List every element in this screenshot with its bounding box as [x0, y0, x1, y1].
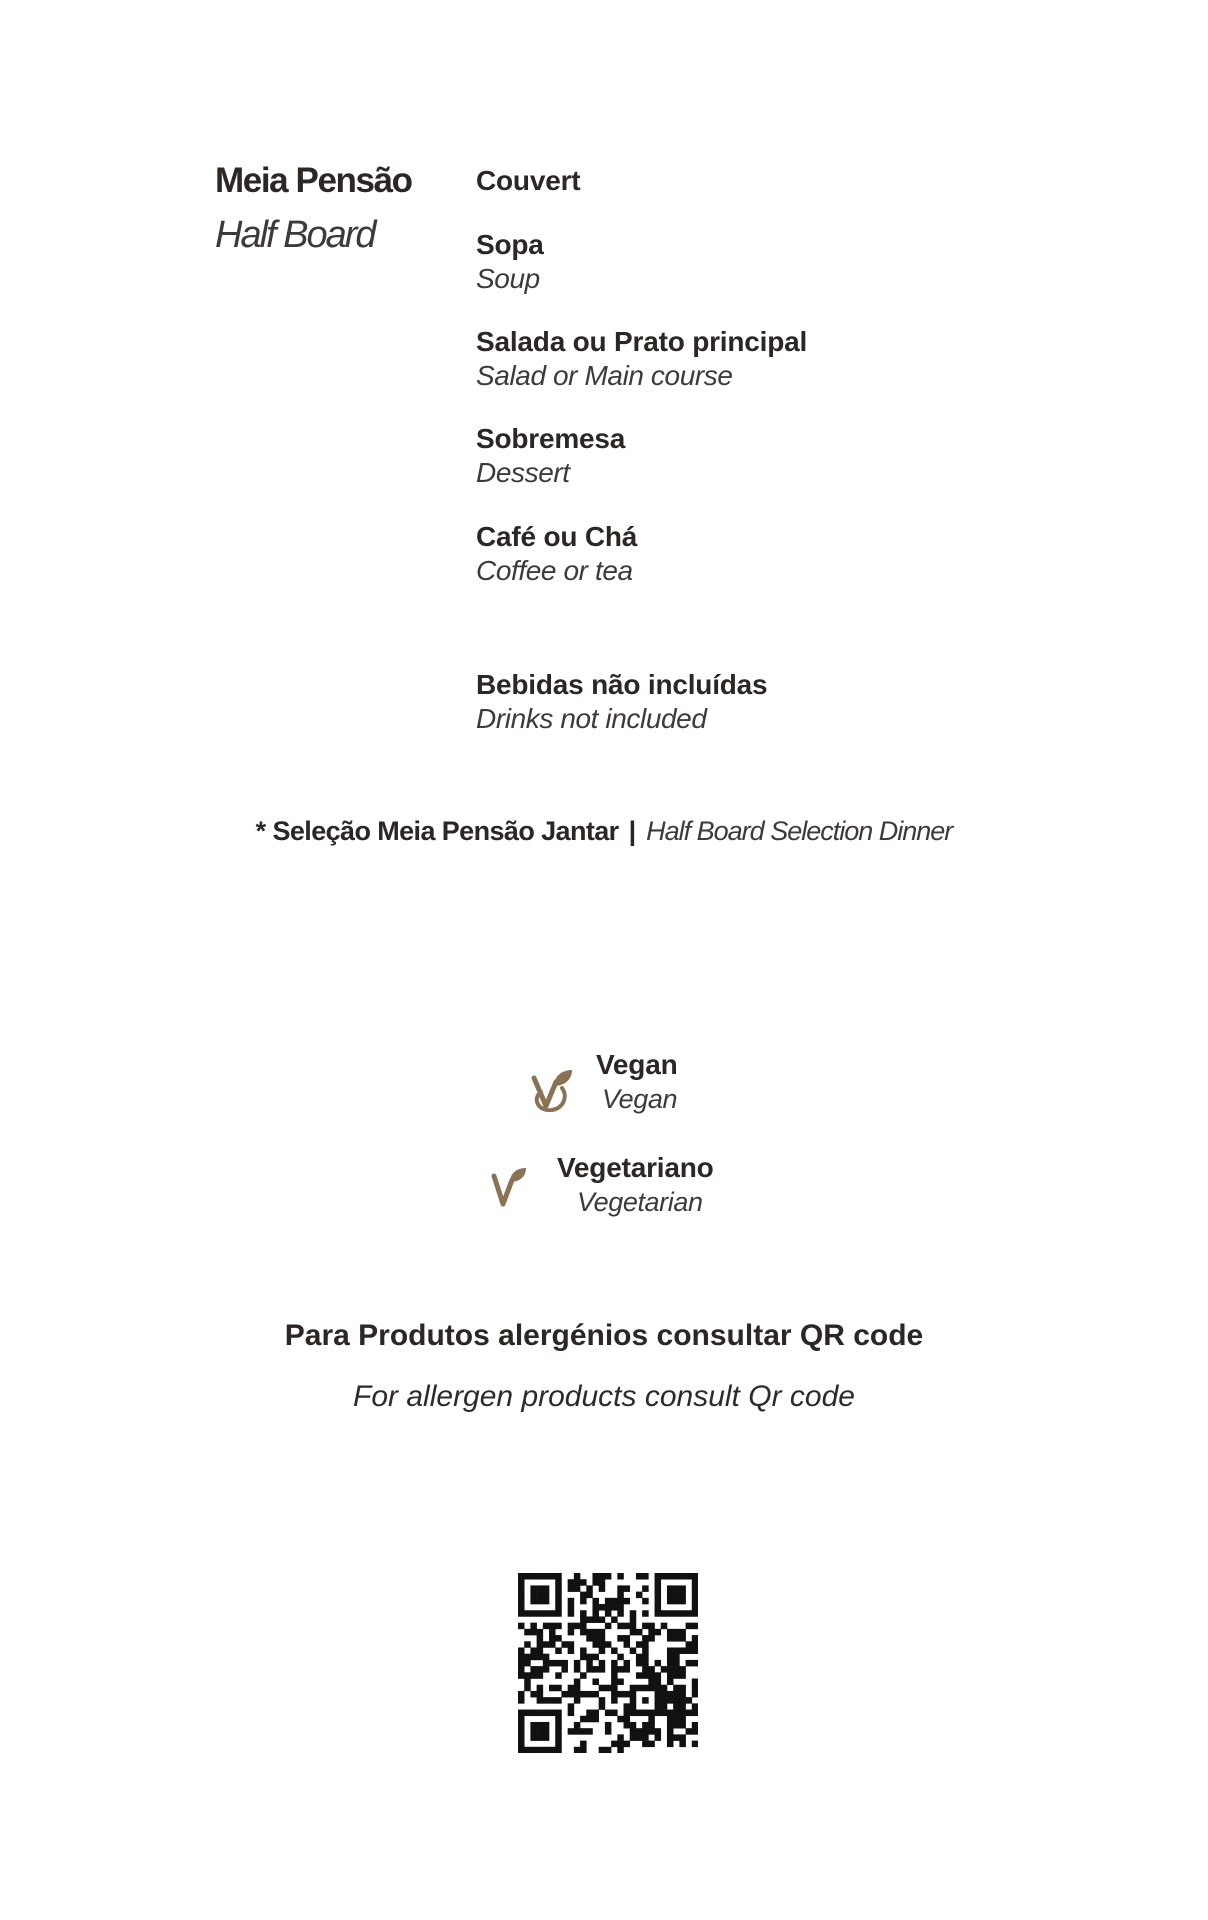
allergen-note-en: For allergen products consult Qr code	[353, 1380, 855, 1413]
course-name-english: Salad or Main course	[476, 360, 733, 391]
selection-note-pt: * Seleção Meia Pensão Jantar	[255, 816, 619, 846]
course-name: Café ou Chá	[476, 521, 638, 552]
legend-vegetarian-pt: Vegetariano	[557, 1152, 714, 1183]
course-soup	[476, 228, 544, 296]
selection-note	[0, 816, 1208, 847]
selection-separator: |	[628, 816, 637, 846]
course-couvert	[476, 164, 580, 198]
menu-title-english: Half Board	[215, 214, 375, 256]
course-name-english: Dessert	[476, 457, 570, 488]
menu-title: Meia Pensão	[215, 161, 412, 200]
vegetarian-icon	[490, 1164, 530, 1208]
qr-code-graphic	[518, 1573, 698, 1753]
course-name-english: Coffee or tea	[476, 555, 633, 586]
course-dessert	[476, 422, 625, 490]
course-name-english: Soup	[476, 263, 540, 294]
qr-code[interactable]	[518, 1573, 698, 1753]
course-main	[476, 325, 807, 393]
legend-vegan-en: Vegan	[602, 1084, 678, 1114]
drinks-note-en: Drinks not included	[476, 703, 707, 734]
legend-vegetarian-en: Vegetarian	[577, 1187, 703, 1217]
course-name: Salada ou Prato principal	[476, 326, 808, 357]
vegan-icon	[528, 1068, 576, 1112]
course-name: Couvert	[476, 165, 581, 196]
course-coffee	[476, 520, 637, 588]
legend-vegan	[596, 1048, 677, 1116]
allergen-note-pt: Para Produtos alergénios consultar QR code	[284, 1319, 924, 1352]
selection-note-en: Half Board Selection Dinner	[646, 816, 953, 846]
course-name: Sobremesa	[476, 423, 626, 454]
course-name: Sopa	[476, 229, 544, 260]
drinks-note	[476, 668, 767, 736]
legend-vegan-pt: Vegan	[596, 1049, 678, 1080]
drinks-note-pt: Bebidas não incluídas	[476, 669, 768, 700]
legend-vegetarian	[557, 1151, 714, 1219]
